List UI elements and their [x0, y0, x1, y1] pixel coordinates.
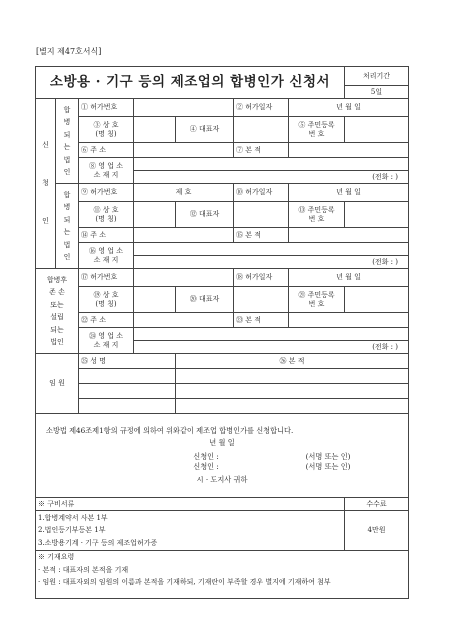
- address-field-2[interactable]: [134, 228, 234, 243]
- document-item: 1.합병계약서 사본 1부: [38, 513, 108, 522]
- application-form: [35, 66, 409, 599]
- merging-corp-label-1: 합 병 되 는 법 인: [56, 99, 79, 184]
- domicile-label-3: ㉓ 본 적: [234, 313, 289, 328]
- phone-field-3[interactable]: (전화 : ): [134, 341, 409, 354]
- trade-name-field-3[interactable]: [134, 287, 176, 313]
- merging-corp-label-2: 합 병 되 는 법 인: [56, 184, 79, 269]
- rrn-label-2: ⑬ 주민등록 번 호: [289, 202, 345, 228]
- permit-date-label-3: ⑱ 허가일자: [234, 269, 289, 287]
- officer-label: 임 원: [36, 354, 79, 414]
- statement-section: [36, 414, 409, 498]
- domicile-label-2: ⑮ 본 적: [234, 228, 289, 243]
- address-label-1: ⑥ 주 소: [79, 143, 134, 158]
- office-label-1: ⑧ 영 업 소 소 재 지: [79, 158, 134, 184]
- rep-field-1[interactable]: [234, 117, 289, 143]
- trade-name-field-2[interactable]: [134, 202, 176, 228]
- documents-header: ※ 구비서류: [36, 498, 345, 511]
- permit-no-field-1[interactable]: [134, 99, 234, 117]
- document-item: 3.소방용기계 · 기구 등의 제조업허가증: [38, 538, 158, 547]
- officer-name-field-1[interactable]: [79, 369, 176, 384]
- rrn-label-1: ⑤ 주민등록 번 호: [289, 117, 345, 143]
- signature-1[interactable]: (서명 또는 인): [305, 452, 351, 461]
- documents-list: [36, 511, 345, 551]
- processing-period-value: 5일: [345, 86, 409, 99]
- rep-label-2: ⑫ 대표자: [176, 202, 234, 228]
- address-label-3: ㉒ 주 소: [79, 313, 134, 328]
- office-field-3[interactable]: [134, 328, 409, 341]
- phone-field-2[interactable]: (전화 : ): [134, 256, 409, 269]
- address-field-1[interactable]: [134, 143, 234, 158]
- surviving-corp-label: 합병후 존 손 또는 설립 되는 법인: [36, 269, 79, 354]
- addressee: 시 · 도지사 귀하: [196, 475, 248, 484]
- fee-label: 수수료: [345, 498, 409, 511]
- trade-name-label-1: ③ 상 호 (명 칭): [79, 117, 134, 143]
- permit-date-field-3[interactable]: 년 월 일: [289, 269, 409, 287]
- phone-field-1[interactable]: (전화 : ): [134, 171, 409, 184]
- office-field-1[interactable]: [134, 158, 409, 171]
- officer-name-field-2[interactable]: [79, 384, 176, 399]
- officer-domicile-header: ㉖ 본 적: [176, 354, 409, 369]
- instructions: [36, 551, 409, 599]
- trade-name-label-2: ⑪ 상 호 (명 칭): [79, 202, 134, 228]
- permit-no-field-2[interactable]: 제 호: [134, 184, 234, 202]
- processing-period-label: 처리기간: [345, 67, 409, 86]
- domicile-field-2[interactable]: [289, 228, 409, 243]
- rrn-field-1[interactable]: [345, 117, 409, 143]
- form-title: 소방용 · 기구 등의 제조업의 합병인가 신청서: [36, 67, 345, 99]
- rrn-field-3[interactable]: [345, 287, 409, 313]
- officer-domicile-field-3[interactable]: [176, 399, 409, 414]
- domicile-field-3[interactable]: [289, 313, 409, 328]
- permit-no-label-2: ⑨ 허가번호: [79, 184, 134, 202]
- applicant-1-label: 신청인 :: [193, 452, 219, 461]
- fee-value: 4만원: [345, 511, 409, 551]
- rep-label-3: ⑳ 대표자: [176, 287, 234, 313]
- applicant-label: 신 청 인: [36, 99, 56, 269]
- signature-2[interactable]: (서명 또는 인): [305, 462, 351, 471]
- permit-date-field-2[interactable]: 년 월 일: [289, 184, 409, 202]
- applicant-2-label: 신청인 :: [193, 462, 219, 471]
- form-number: [별지 제47호서식]: [36, 47, 102, 56]
- permit-no-field-3[interactable]: [134, 269, 234, 287]
- rep-label-1: ④ 대표자: [176, 117, 234, 143]
- statement-date[interactable]: 년 월 일: [209, 438, 235, 447]
- domicile-label-1: ⑦ 본 적: [234, 143, 289, 158]
- officer-domicile-field-1[interactable]: [176, 369, 409, 384]
- address-field-3[interactable]: [134, 313, 234, 328]
- instruction-item: · 임원 : 대표자외의 임원의 이름과 본적을 기재하되, 기재란이 부족할 경우 별지에 기재하여 첨부: [38, 578, 331, 587]
- document-item: 2.법인등기부등본 1부: [38, 526, 106, 535]
- domicile-field-1[interactable]: [289, 143, 409, 158]
- permit-no-label-1: ① 허가번호: [79, 99, 134, 117]
- permit-date-label-2: ⑩ 허가일자: [234, 184, 289, 202]
- rrn-label-3: ㉑ 주민등록 번 호: [289, 287, 345, 313]
- permit-date-label-1: ② 허가일자: [234, 99, 289, 117]
- address-label-2: ⑭ 주 소: [79, 228, 134, 243]
- permit-date-field-1[interactable]: 년 월 일: [289, 99, 409, 117]
- rep-field-3[interactable]: [234, 287, 289, 313]
- statement-text: 소방법 제46조제1항의 규정에 의하여 위와같이 제조업 합병인가를 신청합니다.: [46, 426, 294, 435]
- instruction-item: · 본적 : 대표자의 본적을 기재: [38, 565, 129, 574]
- permit-no-label-3: ⑰ 허가번호: [79, 269, 134, 287]
- office-label-3: ㉔ 영 업 소 소 재 지: [79, 328, 134, 354]
- officer-name-header: ㉕ 성 명: [79, 354, 176, 369]
- rep-field-2[interactable]: [234, 202, 289, 228]
- office-field-2[interactable]: [134, 243, 409, 256]
- officer-domicile-field-2[interactable]: [176, 384, 409, 399]
- trade-name-field-1[interactable]: [134, 117, 176, 143]
- officer-name-field-3[interactable]: [79, 399, 176, 414]
- office-label-2: ⑯ 영 업 소 소 재 지: [79, 243, 134, 269]
- instructions-header: ※ 기재요령: [38, 553, 75, 561]
- trade-name-label-3: ⑲ 상 호 (명 칭): [79, 287, 134, 313]
- rrn-field-2[interactable]: [345, 202, 409, 228]
